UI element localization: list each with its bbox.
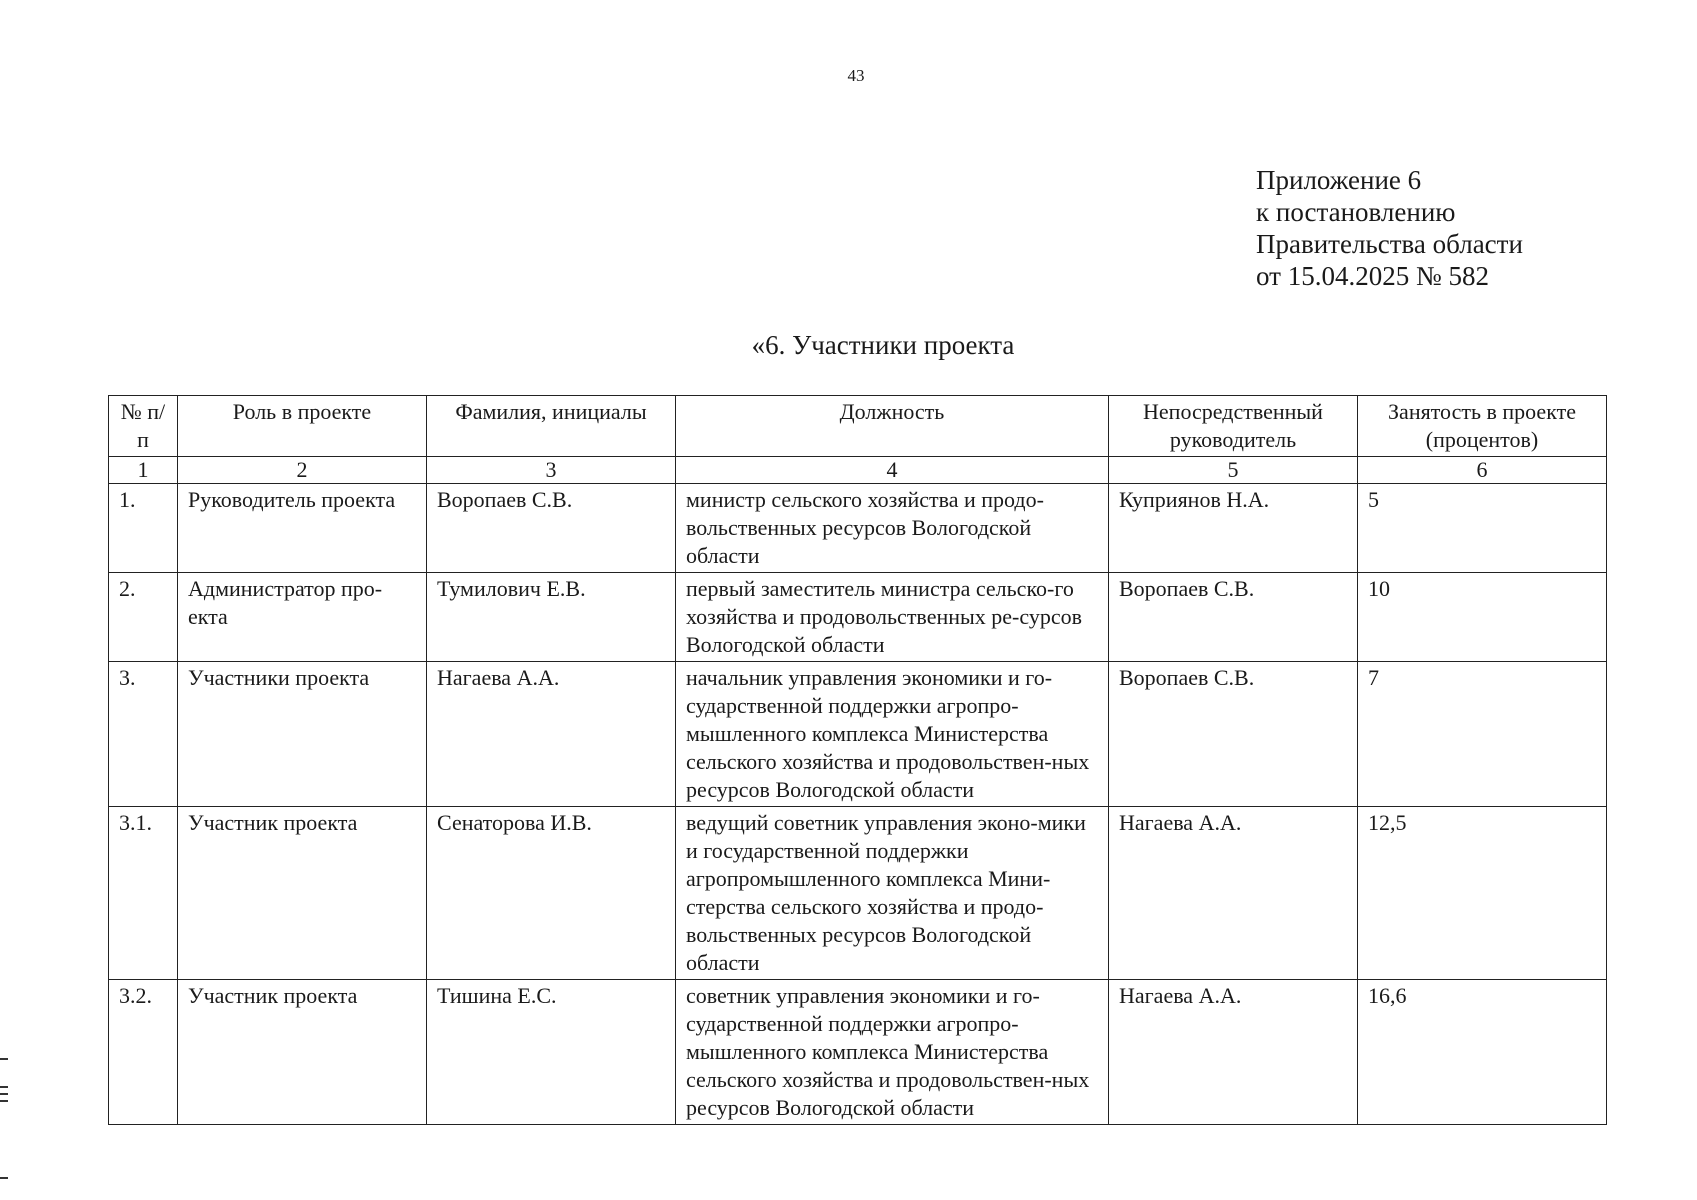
- appendix-line-2: к постановлению: [1256, 197, 1456, 227]
- row-supervisor: Воропаев С.В.: [1109, 573, 1358, 662]
- appendix-line-1: Приложение 6: [1256, 165, 1422, 195]
- header-position: Должность: [676, 396, 1109, 457]
- table-row: [109, 573, 1607, 662]
- row-name: Тишина Е.С.: [427, 980, 676, 1125]
- row-supervisor: Нагаева А.А.: [1109, 807, 1358, 980]
- row-name: Нагаева А.А.: [427, 662, 676, 807]
- row-supervisor: Нагаева А.А.: [1109, 980, 1358, 1125]
- row-role: Руководитель проекта: [178, 484, 427, 573]
- table-header-row: [109, 396, 1607, 457]
- page-number: 43: [847, 66, 865, 85]
- section-title: «6. Участники проекта: [751, 330, 1015, 360]
- table-row: [109, 662, 1607, 807]
- row-role: Участник проекта: [178, 807, 427, 980]
- appendix-line-4: от 15.04.2025 № 582: [1256, 261, 1489, 291]
- table-row: [109, 980, 1607, 1125]
- row-role: Администратор про-екта: [178, 573, 427, 662]
- scan-edge-mark: [0, 1093, 8, 1095]
- participants-table-wrapper: [108, 395, 1607, 1125]
- row-position: начальник управления экономики и го-сударственной поддержки агропро-мышленного комплекса Министерства сельского хозяйства и продовольствен-ных ресурсов Вологодской области: [676, 662, 1109, 807]
- header-name: Фамилия, инициалы: [427, 396, 676, 457]
- row-name: Сенаторова И.В.: [427, 807, 676, 980]
- scan-edge-mark: [0, 1058, 8, 1060]
- row-role: Участник проекта: [178, 980, 427, 1125]
- row-number: 1.: [109, 484, 178, 573]
- column-number: 5: [1109, 457, 1358, 484]
- header-employment: Занятость в проекте (процентов): [1358, 396, 1607, 457]
- header-role: Роль в проекте: [178, 396, 427, 457]
- scan-edge-mark: [0, 1177, 8, 1179]
- row-supervisor: Куприянов Н.А.: [1109, 484, 1358, 573]
- row-position: ведущий советник управления эконо-мики и государственной поддержки агропромышленного комплекса Мини-стерства сельского хозяйства и продо-вольственных ресурсов Вологодской области: [676, 807, 1109, 980]
- row-number: 3.: [109, 662, 178, 807]
- row-role: Участники проекта: [178, 662, 427, 807]
- row-supervisor: Воропаев С.В.: [1109, 662, 1358, 807]
- header-number: № п/п: [109, 396, 178, 457]
- row-number: 3.2.: [109, 980, 178, 1125]
- header-supervisor: Непосредственный руководитель: [1109, 396, 1358, 457]
- appendix-block: [1256, 164, 1523, 292]
- column-number: 1: [109, 457, 178, 484]
- table-row: [109, 807, 1607, 980]
- participants-table: [108, 395, 1607, 1125]
- row-position: первый заместитель министра сельско-го хозяйства и продовольственных ре-сурсов Вологодской области: [676, 573, 1109, 662]
- row-position: советник управления экономики и го-сударственной поддержки агропро-мышленного комплекса Министерства сельского хозяйства и продовольствен-ных ресурсов Вологодской области: [676, 980, 1109, 1125]
- column-number-row: [109, 457, 1607, 484]
- row-position: министр сельского хозяйства и продо-вольственных ресурсов Вологодской области: [676, 484, 1109, 573]
- row-number: 2.: [109, 573, 178, 662]
- column-number: 3: [427, 457, 676, 484]
- row-employment: 16,6: [1358, 980, 1607, 1125]
- scan-edge-mark: [0, 1100, 8, 1102]
- column-number: 2: [178, 457, 427, 484]
- column-number: 4: [676, 457, 1109, 484]
- row-employment: 5: [1358, 484, 1607, 573]
- row-employment: 10: [1358, 573, 1607, 662]
- row-name: Воропаев С.В.: [427, 484, 676, 573]
- table-row: [109, 484, 1607, 573]
- row-number: 3.1.: [109, 807, 178, 980]
- row-employment: 7: [1358, 662, 1607, 807]
- scan-edge-mark: [0, 1086, 8, 1088]
- row-name: Тумилович Е.В.: [427, 573, 676, 662]
- appendix-line-3: Правительства области: [1256, 229, 1523, 259]
- row-employment: 12,5: [1358, 807, 1607, 980]
- column-number: 6: [1358, 457, 1607, 484]
